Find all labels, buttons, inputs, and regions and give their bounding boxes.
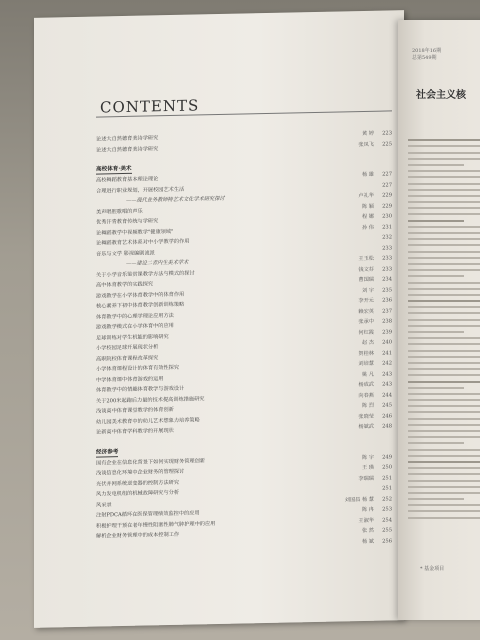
entry-title: 风力发电机组的机械故障研究与分析 [96,489,180,498]
issue-info [412,48,441,62]
entry-author: 程 娜 [361,213,374,221]
entry-page: 239 [382,328,392,336]
entry-page: 251 [382,485,392,492]
entry-title: 论舞蹈教学中视频教学"健康领域" [96,228,174,237]
text-line [408,436,480,438]
entry-author: 陈 颖 [361,203,374,210]
text-line [408,343,480,345]
entry-title: ——建设二者内生美术学术 [126,259,189,267]
entry-author: 向春燕 [358,392,374,399]
entry-title: 优秀汗青教育传统与学研究 [96,218,159,226]
entry-author: 何红霞 [358,329,374,336]
entry-title: ——现代业务教师特艺术文化学术研究探讨 [126,195,225,204]
entry-title: 高中体育教学的实践探究 [96,281,154,289]
entry-title: 足球训练对学生机能的影响研究 [96,333,169,342]
entry-page: 223 [382,130,392,137]
text-line [408,368,480,370]
article-page [398,20,480,620]
text-line [408,498,464,500]
entry-page: 241 [382,349,392,357]
entry-page: 234 [382,276,392,283]
entry-title: 体育教学中的情趣体育教学与游戏设计 [96,385,185,394]
entry-author: 曹国瑞 [358,276,374,284]
text-line [408,467,480,469]
text-line [408,418,480,420]
entry-page: 225 [382,140,392,148]
entry-page: 243 [382,381,392,388]
text-line [408,288,480,290]
entry-author: 杨 斌 [361,538,374,545]
entry-page: 236 [382,297,392,304]
text-line [408,480,480,482]
text-line [408,393,480,395]
entry-page: 242 [382,360,392,367]
entry-author: 杨 雄 [361,171,374,179]
entry-title: 风采录 [96,501,112,509]
text-line [408,170,480,172]
text-line [408,152,480,154]
entry-page: 231 [382,223,392,231]
text-line [408,176,480,178]
entry-page: 248 [382,423,392,430]
entry-author: 刘 宇 [361,287,374,294]
entry-page: 256 [382,537,392,545]
issue-number: 2018年16期 [412,48,442,54]
entry-page: 227 [382,181,392,189]
text-line [408,486,480,488]
table-of-contents [96,128,392,552]
entry-title: 游戏教学在小学体育教学中的体育作用 [96,291,185,300]
entry-author: 卢礼华 [358,192,374,200]
entry-title: 核心素养下初中体育教学创新训练策略 [96,301,185,310]
entry-title: 解析企业财务管理中的成本控制工作 [96,531,180,540]
entry-title: 论舞蹈教育艺术体系对中小学教学的作用 [96,238,190,247]
text-line [408,492,480,494]
text-line [408,473,480,475]
text-line [408,510,480,512]
text-line [408,461,480,463]
entry-page: 232 [382,234,392,241]
entry-page: 237 [382,307,392,315]
text-line [408,189,480,191]
text-line [408,294,480,296]
entry-title: 游戏教学模式在小学体育中的应用 [96,322,174,331]
entry-title: 关于小学音乐鉴赏课教学方法与模式的探讨 [96,270,195,279]
entry-title: 积极护理干预在老年慢性阻塞性肺气肿护理中的应用 [96,520,216,530]
entry-title: 小学校园足球开展现状分析 [96,344,159,352]
entry-author: 李开元 [358,297,374,305]
entry-title: 光伏并网系统逆变器的控制方法研究 [96,479,180,488]
text-line [408,517,480,519]
entry-author: 黄 婷 [361,130,374,138]
text-line [408,164,464,166]
text-line [408,356,480,358]
entry-title: 体育教学中的心理学理论应用方法 [96,312,174,321]
entry-title: 合理进行职业规划，开展校园艺术生活 [96,186,185,195]
text-line [408,319,480,321]
entry-author: 王玉松 [358,255,374,263]
entry-author: 张 然 [361,527,374,535]
entry-title: 美声唱腔歌唱的声乐 [96,208,143,216]
entry-title: 论新高中体育学科教学的开展现状 [96,427,174,436]
entry-author: 刘培慧 [358,360,374,368]
entry-page: 230 [382,213,392,220]
text-line [408,282,480,284]
entry-author: 张凤飞 [358,141,374,148]
text-line [408,449,480,451]
entry-page: 249 [382,453,392,461]
entry-title: 关于200米起跑后力量的技术提高训练措施研究 [96,395,205,405]
entry-title: 论述大自然德育美诗学研究 [96,145,159,154]
text-line [408,263,480,265]
entry-page: 233 [382,265,392,273]
text-line [408,430,480,432]
entry-author: 李瑞瑞 [358,475,374,482]
entry-page: 251 [382,474,392,482]
entry-author: 杨成武 [358,381,374,389]
section-title: 高校体育·美术 [96,165,132,173]
entry-page: 243 [382,370,392,378]
entry-author: 钱文芬 [358,266,374,273]
text-line [408,350,480,352]
entry-author: 陈 烈 [361,402,374,410]
text-line [408,269,480,271]
text-line [408,405,480,407]
entry-page: 252 [382,495,392,503]
entry-page: 229 [382,192,392,199]
entry-title: 高职院校体育课程改革探究 [96,354,159,363]
entry-title: 幼儿园美术教育中的幼儿艺术想象力培养策略 [96,416,200,426]
text-line [408,381,480,383]
section-title: 经济参考 [96,448,119,456]
entry-page: 227 [382,171,392,178]
entry-page: 250 [382,464,392,471]
entry-author: 张晓莹 [358,413,374,420]
entry-author: 刘国昌 杨 慧 [344,496,374,503]
text-line [408,275,464,277]
text-line [408,238,480,240]
entry-page: 238 [382,318,392,325]
entry-page: 233 [382,255,392,262]
text-line [408,145,480,147]
text-line [408,424,480,426]
text-line [408,387,464,389]
entry-title: 小学体育课程设计的体育有效性探究 [96,364,180,373]
text-line [408,306,480,308]
entry-title: 论述大自然德育美诗学研究 [96,135,159,143]
entry-page: 254 [382,516,392,524]
article-body-text [408,135,480,523]
text-line [408,195,480,197]
text-line [408,399,480,401]
entry-author: 姚 凡 [361,371,374,378]
text-line [408,325,480,327]
text-line [408,504,480,506]
entry-author: 孙 伟 [361,224,374,231]
entry-title: 中学体育课中体育游戏的运用 [96,375,164,384]
text-line [408,213,480,215]
entry-title: 国有企业在信息化背景下如何实现财务管理创新 [96,457,205,467]
total-issue-number: 总第549期 [412,55,437,61]
contents-heading: CONTENTS [100,96,200,117]
text-line [408,331,464,333]
text-line [408,337,480,339]
entry-page: 240 [382,339,392,346]
text-line [408,220,464,222]
entry-title: 浅谈高中体育课堂教学的体育创新 [96,406,174,415]
entry-author: 赖宏英 [358,308,374,315]
footnote: * 基金项目 [420,566,445,572]
entry-page: 255 [382,527,392,534]
entry-author: 赵 杰 [361,339,374,347]
entry-author: 杨斌武 [358,423,374,431]
text-line [408,442,464,444]
entry-page: 235 [382,286,392,294]
entry-author: 张承中 [358,318,374,326]
text-line [408,251,480,253]
entry-title: 浅谈信息化环境中企业财务的管理探讨 [96,468,185,477]
article-title: 社会主义核 [416,90,466,101]
text-line [408,139,480,141]
entry-author: 王 瑛 [361,464,374,472]
entry-page: 246 [382,412,392,420]
text-line [408,244,480,246]
entry-author: 王淑华 [358,517,374,524]
entry-author: 陈 宇 [361,454,374,461]
text-line [408,207,480,209]
entry-title: 注射PDCA循环在医保管理绩效监控中的应用 [96,510,200,519]
entry-title: 高校舞蹈教育基本理论理论 [96,176,159,184]
contents-page [34,10,404,628]
text-line [408,257,480,259]
entry-page: 245 [382,402,392,409]
text-line [408,362,480,364]
entry-title: 音乐与文学 影视编剧流派 [96,249,155,258]
text-line [408,455,480,457]
text-line [408,183,480,185]
text-line [408,201,480,203]
text-line [408,158,480,160]
entry-author: 陈 冉 [361,506,374,514]
entry-page: 229 [382,202,392,210]
entry-page: 253 [382,506,392,513]
text-line [408,232,480,234]
text-line [408,226,480,228]
entry-page: 233 [382,244,392,252]
text-line [408,411,480,413]
entry-author: 贺桂林 [358,350,374,357]
text-line [408,374,480,376]
entry-page: 244 [382,391,392,399]
text-line [408,300,480,302]
text-line [408,312,480,314]
